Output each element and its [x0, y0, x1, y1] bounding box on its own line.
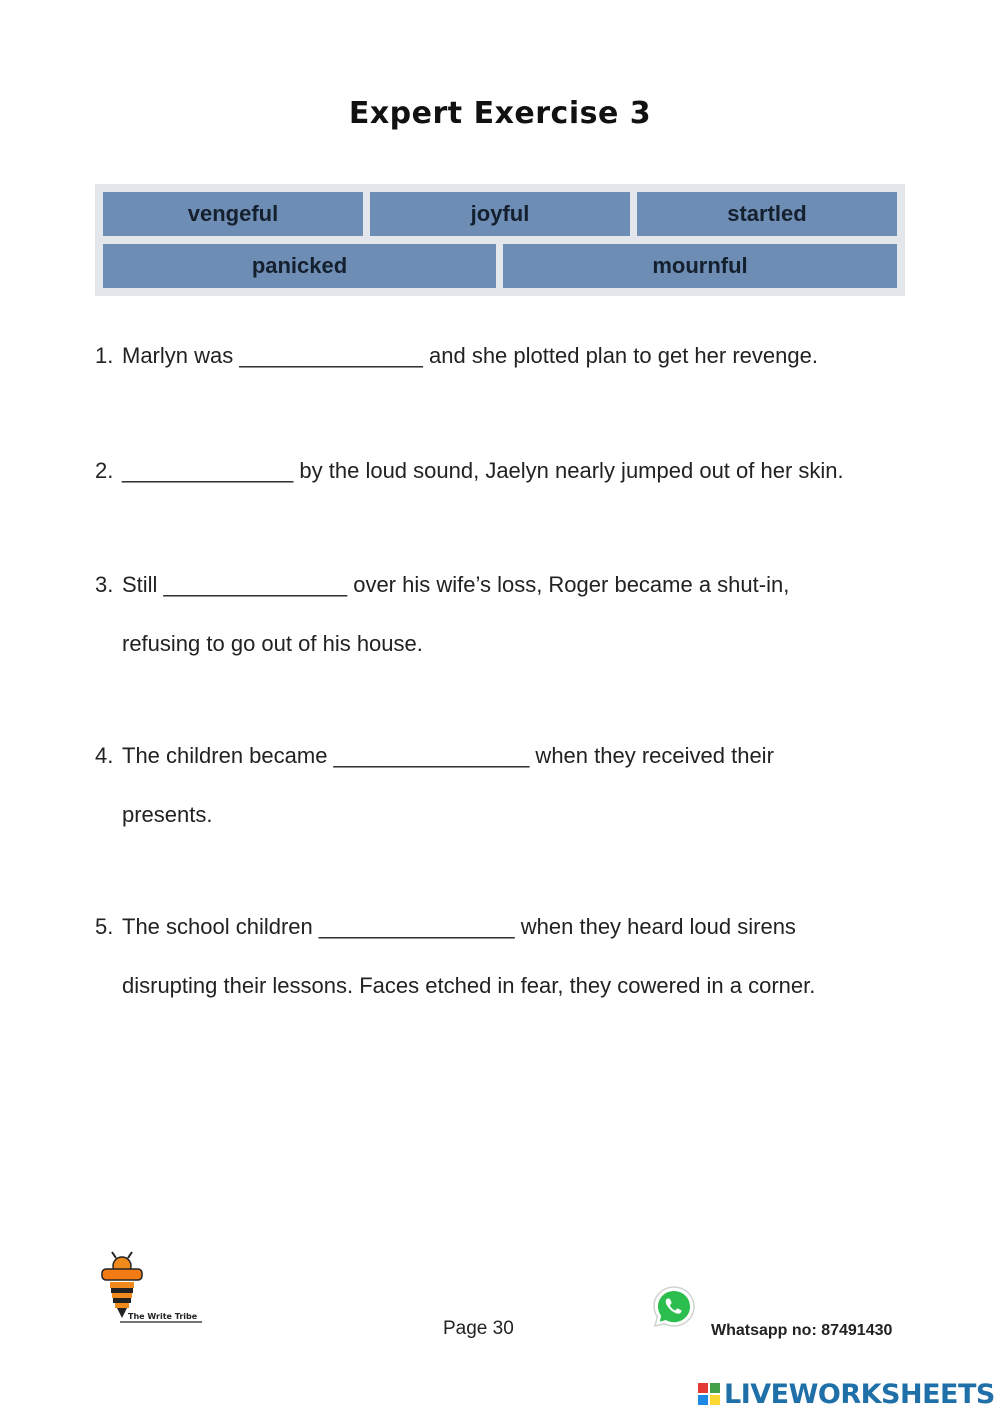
bee-stinger [117, 1308, 127, 1318]
word-bank-item[interactable]: startled [637, 192, 897, 236]
bee-stripe [115, 1303, 129, 1308]
bee-sunglasses [102, 1269, 142, 1280]
question-text: Still _______________ over his wife’s loss, Roger became a shut-in, [122, 572, 790, 597]
write-tribe-logo [98, 1250, 208, 1330]
page-title: Expert Exercise 3 [348, 96, 652, 131]
word-bank-item[interactable]: joyful [370, 192, 630, 236]
bee-stripe [110, 1282, 134, 1288]
question-3 [95, 572, 789, 657]
liveworksheets-badge-icon [698, 1383, 720, 1405]
bee-stripe [112, 1293, 132, 1298]
question-text: The school children ________________ when they heard loud sirens [122, 914, 796, 939]
word-bank-item[interactable]: panicked [103, 244, 496, 288]
question-number: 4. [95, 743, 114, 768]
question-5 [95, 914, 815, 999]
question-number: 5. [95, 914, 114, 939]
whatsapp-icon [650, 1283, 698, 1331]
bee-stripe [111, 1288, 133, 1293]
question-1 [95, 343, 818, 369]
bee-antenna [112, 1252, 116, 1258]
question-text-continued: presents. [122, 802, 213, 827]
question-text-continued: refusing to go out of his house. [122, 631, 423, 656]
question-text: Marlyn was _______________ and she plotted plan to get her revenge. [122, 343, 818, 368]
question-number: 2. [95, 458, 114, 483]
question-4 [95, 743, 774, 828]
page-number: Page 30 [443, 1318, 514, 1339]
question-2 [95, 458, 844, 484]
question-text-continued: disrupting their lessons. Faces etched in fear, they cowered in a corner. [122, 973, 816, 998]
word-bank-item[interactable]: vengeful [103, 192, 363, 236]
question-number: 1. [95, 343, 114, 368]
question-text: ______________ by the loud sound, Jaelyn nearly jumped out of her skin. [122, 458, 844, 483]
word-bank-item[interactable]: mournful [503, 244, 897, 288]
whatsapp-number: Whatsapp no: 87491430 [711, 1322, 893, 1339]
liveworksheets-watermark [698, 1376, 995, 1412]
liveworksheets-text: LIVEWORKSHEETS [724, 1378, 995, 1410]
question-text: The children became ________________ when they received their [122, 743, 774, 768]
bee-antenna [128, 1252, 132, 1258]
question-number: 3. [95, 572, 114, 597]
logo-text: The Write Tribe [128, 1312, 198, 1321]
bee-stripe [113, 1298, 131, 1303]
word-bank [95, 184, 905, 296]
